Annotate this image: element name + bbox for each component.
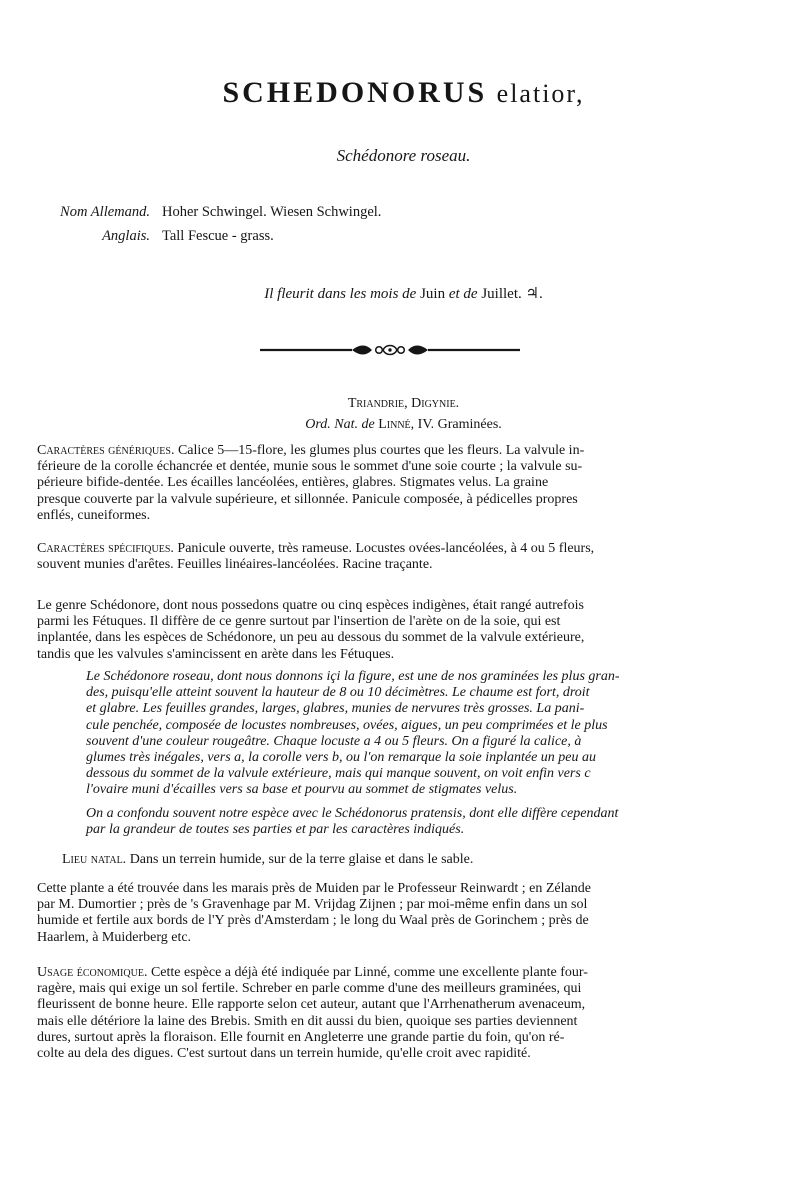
text-line: presque couverte par la valvule supérieure, et sillonnée. Panicule composée, à pédicelles propres [37, 491, 578, 507]
localities-paragraph [37, 881, 763, 946]
text-line: souvent d'une couleur rougeâtre. Chaque locuste a 4 ou 5 fleurs. On a figuré la calice, à [86, 733, 582, 749]
section-label: Caractères spécifiques. [37, 541, 174, 556]
text-line: inplantée, dans les espèces de Schédonore, un peu au dessous du sommet de la valvule extérieure, [37, 630, 585, 646]
page-title [0, 76, 807, 110]
text-line: et glabre. Les feuilles grandes, larges, glabres, munies de nervures très grosses. La pani- [86, 701, 585, 717]
section-label: Usage économique. [37, 965, 148, 980]
title-species: elatior, [496, 79, 585, 108]
text-line: par M. Dumortier ; près de 's Gravenhage par M. Vrijdag Zijnen ; par moi-même enfin dans un sol [37, 897, 588, 913]
text-line: Le Schédonore roseau, dont nous donnons içi la figure, est une de nos graminées les plus gran- [86, 669, 620, 684]
text-line: souvent munies d'arêtes. Feuilles linéaires-lancéolées. Racine traçante. [37, 557, 433, 573]
text-line: tandis que les valvules s'amincissent en arète dans les Fétuques. [37, 646, 395, 662]
genus-note [37, 598, 763, 663]
text-line: enflés, cuneiformes. [37, 507, 151, 523]
common-name-value: Tall Fescue - grass. [162, 228, 274, 244]
text-line: Le genre Schédonore, dont nous possedons quatre ou cinq espèces indigènes, était rangé autrefois [37, 598, 584, 613]
title-genus: SCHEDONORUS [222, 76, 488, 109]
classification-line2 [0, 417, 807, 433]
text-line: périeure bifide-dentée. Les écailles lancéolées, entières, glabres. Stigmates velus. La graine [37, 475, 549, 491]
text-line: Caractères génériques. Calice 5—15-flore, les glumes plus courtes que les fleurs. La valvule in- [37, 443, 585, 458]
common-name-row [32, 204, 381, 228]
text-line: dures, surtout après la floraison. Elle fournit en Angleterre une grande partie du foin, qu'on ré- [37, 1029, 565, 1045]
text-line: Caractères spécifiques. Panicule ouverte, très rameuse. Locustes ovées-lancéolées, à 4 ou 5 fleurs, [37, 541, 595, 556]
text-line: parmi les Fétuques. Il diffère de ce genre surtout par l'insertion de l'arète on de la soie, qui est [37, 614, 561, 630]
text-line: mais elle détériore la laine des Brebis. Smith en dit aussi du bien, quoique ses parties deviennent [37, 1013, 578, 1029]
text-line: humide et fertile aux bords de l'Y près d'Amsterdam ; le long du Waal près de Gorinchem ; près de [37, 913, 589, 929]
text-line: ragère, mais qui exige un sol fertile. Schreber en parle comme d'une des meilleurs graminées, qui [37, 981, 582, 997]
classification-author: Linné [378, 417, 411, 432]
common-names [32, 204, 381, 252]
text-line: Usage économique. Cette espèce a déjà été indiquée par Linné, comme une excellente plante four- [37, 965, 588, 980]
subtitle: Schédonore roseau. [336, 146, 471, 165]
flowering-mid: et de [448, 286, 478, 302]
text-line: On a confondu souvent notre espèce avec le Schédonorus pratensis, dont elle diffère cependant [86, 806, 619, 821]
text-line: par la grandeur de toutes ses parties et par les caractères indiqués. [86, 822, 465, 838]
text-line: dessous du sommet de la valvule extérieure, mais qui manque souvent, on voit enfin vers c [86, 766, 591, 782]
flowering-pre: Il fleurit dans les mois de [264, 286, 417, 302]
usage-paragraph [37, 965, 763, 1062]
classification-line1: Triandrie, Digynie. [347, 396, 460, 411]
text-line: fleurissent de bonne heure. Elle rapporte selon cet auteur, autant que l'Arrhenatherum avenaceum, [37, 997, 586, 1013]
description-paragraph [86, 669, 763, 799]
text-line: des, puisqu'elle atteint souvent la hauteur de 8 ou 10 décimètres. Le chaume est fort, droit [86, 685, 590, 701]
text-line: l'ovaire muni d'écailles vers sa base et pourvu au sommet de stigmates velus. [86, 782, 518, 798]
text-line: cule penchée, composée de locustes nombreuses, ovées, aigues, un peu comprimées et le plus [86, 717, 608, 733]
text-line: glumes très inégales, vers a, la corolle vers b, ou l'on remarque la soie inplantée un peu au [86, 750, 597, 766]
common-name-value: Hoher Schwingel. Wiesen Schwingel. [162, 204, 382, 220]
specific-characters [37, 541, 763, 573]
flowering-line [0, 284, 807, 303]
habitat-paragraph [62, 852, 763, 868]
classification-order: Ord. Nat. de [305, 417, 375, 432]
text-line: Lieu natal. Dans un terrein humide, sur de la terre glaise et dans le sable. [62, 852, 474, 867]
section-label: Caractères génériques. [37, 443, 175, 458]
perennial-symbol: ♃. [525, 286, 543, 302]
text-line: Haarlem, à Muiderberg etc. [37, 929, 192, 945]
text-line: férieure de la corolle échancrée et dentée, munie sous le sommet d'une soie courte ; la valvule su- [37, 459, 583, 475]
classification-family: , IV. Graminées. [410, 417, 502, 432]
common-name-row [32, 228, 381, 252]
ornament-divider-icon [260, 339, 520, 361]
flowering-month2: Juillet. [481, 286, 522, 302]
confusion-paragraph [86, 806, 763, 838]
generic-characters [37, 443, 763, 524]
flowering-month1: Juin [420, 286, 446, 302]
common-name-label: Nom Allemand. [60, 204, 150, 220]
section-label: Lieu natal. [62, 852, 127, 867]
common-name-label: Anglais. [102, 228, 150, 244]
text-line: Cette plante a été trouvée dans les marais près de Muiden par le Professeur Reinwardt ; en Zélande [37, 881, 591, 896]
text-line: colte au dela des digues. C'est surtout dans un terrein humide, qu'elle croit avec rapidité. [37, 1046, 531, 1062]
